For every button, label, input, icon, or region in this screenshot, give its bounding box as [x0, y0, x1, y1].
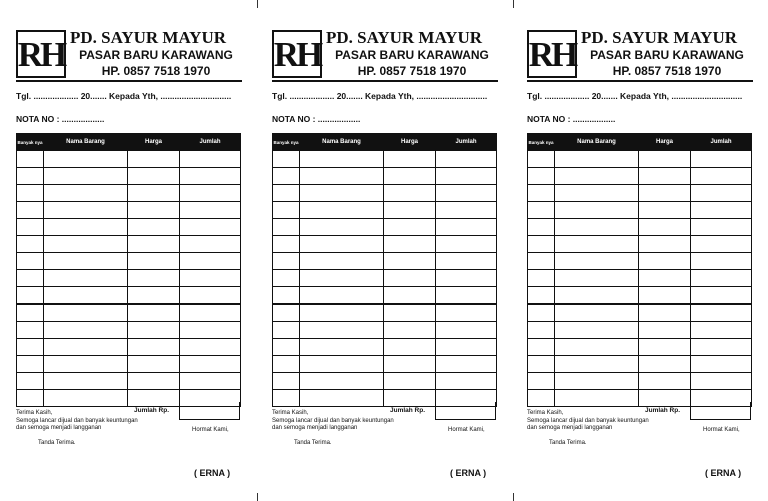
amount-cell[interactable] [180, 322, 241, 339]
table-header-row [273, 134, 497, 151]
item-row[interactable] [17, 373, 241, 390]
logo-text: RH [528, 34, 576, 74]
thanks-line: Semoga lancar dijual dan banyak keuntungan [16, 417, 138, 424]
item-cell[interactable] [300, 373, 384, 390]
item-cell[interactable] [44, 202, 128, 219]
amount-cell[interactable] [436, 287, 497, 305]
amount-cell[interactable] [436, 373, 497, 390]
amount-cell[interactable] [691, 185, 752, 202]
price-cell[interactable] [128, 202, 180, 219]
amount-cell[interactable] [180, 151, 241, 168]
price-cell[interactable] [128, 356, 180, 373]
price-cell[interactable] [639, 236, 691, 253]
date-recipient-line[interactable]: Tgl. ................... 20....... Kepada Yth, .............................. [16, 91, 232, 101]
signer-name: ( ERNA ) [194, 468, 231, 478]
amount-cell[interactable] [180, 356, 241, 373]
item-cell[interactable] [44, 185, 128, 202]
amount-cell[interactable] [691, 219, 752, 236]
item-row[interactable] [273, 287, 497, 305]
col-header-item: Nama Barang [555, 134, 639, 151]
amount-cell[interactable] [180, 168, 241, 185]
total-label: Jumlah Rp. [134, 407, 170, 414]
amount-cell[interactable] [180, 373, 241, 390]
price-cell[interactable] [128, 373, 180, 390]
thanks-line: dan semoga menjadi langganan [272, 425, 358, 431]
shop-logo [527, 30, 577, 78]
regards-label: Hormat Kami, [703, 427, 740, 433]
price-cell[interactable] [128, 168, 180, 185]
item-row[interactable] [528, 339, 752, 356]
item-cell[interactable] [300, 253, 384, 270]
price-cell[interactable] [128, 339, 180, 356]
item-cell[interactable] [555, 151, 639, 168]
items-table [16, 133, 241, 407]
price-cell[interactable] [639, 270, 691, 287]
item-row[interactable] [17, 202, 241, 219]
amount-cell[interactable] [180, 287, 241, 305]
price-cell[interactable] [639, 202, 691, 219]
qty-cell[interactable] [17, 219, 44, 236]
price-cell[interactable] [639, 356, 691, 373]
item-row[interactable] [273, 219, 497, 236]
item-row[interactable] [528, 168, 752, 185]
regards-label: Hormat Kami, [192, 427, 229, 433]
price-cell[interactable] [128, 287, 180, 305]
qty-cell[interactable] [273, 322, 300, 339]
price-cell[interactable] [639, 253, 691, 270]
price-cell[interactable] [384, 270, 436, 287]
qty-cell[interactable] [528, 253, 555, 270]
amount-cell[interactable] [436, 168, 497, 185]
amount-cell[interactable] [436, 219, 497, 236]
cut-mark [257, 493, 258, 501]
price-cell[interactable] [128, 270, 180, 287]
item-row[interactable] [17, 253, 241, 270]
signer-name: ( ERNA ) [705, 468, 742, 478]
item-cell[interactable] [44, 270, 128, 287]
qty-cell[interactable] [17, 339, 44, 356]
price-cell[interactable] [384, 202, 436, 219]
qty-cell[interactable] [17, 373, 44, 390]
item-cell[interactable] [300, 304, 384, 322]
col-header-price: Harga [384, 134, 436, 151]
amount-cell[interactable] [436, 151, 497, 168]
shop-phone: HP. 0857 7518 1970 [357, 64, 467, 78]
item-cell[interactable] [44, 219, 128, 236]
qty-cell[interactable] [528, 236, 555, 253]
amount-cell[interactable] [436, 202, 497, 219]
item-cell[interactable] [555, 168, 639, 185]
thank-you-note [16, 410, 138, 433]
item-cell[interactable] [44, 236, 128, 253]
amount-cell[interactable] [691, 151, 752, 168]
price-cell[interactable] [639, 287, 691, 305]
total-amount-box[interactable] [179, 402, 240, 420]
item-cell[interactable] [555, 304, 639, 322]
amount-cell[interactable] [436, 356, 497, 373]
item-cell[interactable] [300, 168, 384, 185]
qty-cell[interactable] [273, 253, 300, 270]
price-cell[interactable] [128, 322, 180, 339]
item-row[interactable] [528, 270, 752, 287]
items-table [527, 133, 752, 407]
price-cell[interactable] [384, 168, 436, 185]
amount-cell[interactable] [436, 322, 497, 339]
cut-mark [513, 493, 514, 501]
item-row[interactable] [528, 236, 752, 253]
shop-phone: HP. 0857 7518 1970 [101, 64, 211, 78]
item-row[interactable] [273, 270, 497, 287]
date-recipient-line[interactable]: Tgl. ................... 20....... Kepada Yth, .............................. [527, 91, 743, 101]
total-label: Jumlah Rp. [390, 407, 426, 414]
price-cell[interactable] [128, 236, 180, 253]
amount-cell[interactable] [180, 270, 241, 287]
item-row[interactable] [273, 253, 497, 270]
amount-cell[interactable] [691, 373, 752, 390]
item-cell[interactable] [44, 287, 128, 305]
amount-cell[interactable] [691, 287, 752, 305]
header-divider [272, 80, 498, 82]
shop-logo [272, 30, 322, 78]
thank-you-note [527, 410, 649, 433]
item-row[interactable] [273, 373, 497, 390]
item-row[interactable] [273, 168, 497, 185]
table-header-row [528, 134, 752, 151]
item-row[interactable] [528, 287, 752, 305]
item-cell[interactable] [300, 356, 384, 373]
footer [527, 402, 751, 492]
amount-cell[interactable] [180, 304, 241, 322]
receipt-label: Tanda Terima. [549, 440, 587, 446]
shop-name: PD. SAYUR MAYUR [326, 28, 483, 47]
items-body [273, 151, 497, 407]
item-cell[interactable] [44, 168, 128, 185]
item-cell[interactable] [44, 373, 128, 390]
price-cell[interactable] [639, 322, 691, 339]
cut-mark [513, 0, 514, 8]
date-recipient-line[interactable]: Tgl. ................... 20....... Kepada Yth, .............................. [272, 91, 488, 101]
shop-name: PD. SAYUR MAYUR [70, 28, 227, 47]
total-label: Jumlah Rp. [645, 407, 681, 414]
item-cell[interactable] [44, 339, 128, 356]
amount-cell[interactable] [436, 339, 497, 356]
thanks-line: Semoga lancar dijual dan banyak keuntungan [527, 417, 649, 424]
item-cell[interactable] [555, 219, 639, 236]
col-header-total: Jumlah [691, 134, 752, 151]
qty-cell[interactable] [273, 373, 300, 390]
price-cell[interactable] [639, 185, 691, 202]
amount-cell[interactable] [691, 236, 752, 253]
col-header-total: Jumlah [180, 134, 241, 151]
price-cell[interactable] [639, 339, 691, 356]
price-cell[interactable] [384, 236, 436, 253]
qty-cell[interactable] [17, 151, 44, 168]
item-cell[interactable] [44, 253, 128, 270]
item-cell[interactable] [300, 202, 384, 219]
item-row[interactable] [273, 185, 497, 202]
qty-cell[interactable] [273, 202, 300, 219]
item-row[interactable] [17, 151, 241, 168]
qty-cell[interactable] [273, 236, 300, 253]
qty-cell[interactable] [273, 168, 300, 185]
amount-cell[interactable] [691, 356, 752, 373]
amount-cell[interactable] [180, 236, 241, 253]
shop-address: PASAR BARU KARAWANG [79, 48, 233, 62]
receipt-label: Tanda Terima. [294, 440, 332, 446]
qty-cell[interactable] [528, 270, 555, 287]
qty-cell[interactable] [17, 168, 44, 185]
item-cell[interactable] [555, 373, 639, 390]
item-row[interactable] [273, 339, 497, 356]
header [527, 28, 753, 80]
qty-cell[interactable] [17, 304, 44, 322]
footer [272, 402, 496, 492]
qty-cell[interactable] [17, 253, 44, 270]
price-cell[interactable] [384, 253, 436, 270]
item-row[interactable] [528, 322, 752, 339]
item-cell[interactable] [555, 236, 639, 253]
qty-cell[interactable] [273, 185, 300, 202]
shop-phone: HP. 0857 7518 1970 [612, 64, 722, 78]
shop-address: PASAR BARU KARAWANG [335, 48, 489, 62]
price-cell[interactable] [384, 339, 436, 356]
col-header-item: Nama Barang [300, 134, 384, 151]
price-cell[interactable] [384, 151, 436, 168]
qty-cell[interactable] [528, 219, 555, 236]
thanks-line: dan semoga menjadi langganan [16, 425, 102, 431]
amount-cell[interactable] [691, 202, 752, 219]
item-cell[interactable] [300, 322, 384, 339]
item-row[interactable] [528, 202, 752, 219]
shop-name: PD. SAYUR MAYUR [581, 28, 738, 47]
nota-form [272, 0, 498, 501]
col-header-price: Harga [128, 134, 180, 151]
item-row[interactable] [17, 339, 241, 356]
header [16, 28, 242, 80]
amount-cell[interactable] [691, 322, 752, 339]
thanks-line: Semoga lancar dijual dan banyak keuntungan [272, 417, 394, 424]
item-cell[interactable] [300, 270, 384, 287]
header-divider [527, 80, 753, 82]
item-cell[interactable] [300, 151, 384, 168]
amount-cell[interactable] [691, 270, 752, 287]
thanks-line: dan semoga menjadi langganan [527, 425, 613, 431]
logo-text: RH [17, 34, 65, 74]
qty-cell[interactable] [528, 168, 555, 185]
price-cell[interactable] [639, 373, 691, 390]
qty-cell[interactable] [273, 270, 300, 287]
item-row[interactable] [17, 287, 241, 305]
thanks-line: Terima Kasih, [527, 410, 564, 416]
items-table [272, 133, 497, 407]
cut-mark [257, 0, 258, 8]
footer [16, 402, 240, 492]
header-divider [16, 80, 242, 82]
amount-cell[interactable] [436, 185, 497, 202]
receipt-label: Tanda Terima. [38, 440, 76, 446]
item-cell[interactable] [555, 185, 639, 202]
amount-cell[interactable] [691, 339, 752, 356]
item-cell[interactable] [300, 185, 384, 202]
amount-cell[interactable] [180, 339, 241, 356]
table-header-row [17, 134, 241, 151]
qty-cell[interactable] [528, 373, 555, 390]
price-cell[interactable] [384, 356, 436, 373]
item-row[interactable] [17, 185, 241, 202]
qty-cell[interactable] [17, 185, 44, 202]
item-row[interactable] [273, 236, 497, 253]
col-header-price: Harga [639, 134, 691, 151]
price-cell[interactable] [639, 219, 691, 236]
nota-number[interactable]: NOTA NO : .................. [272, 114, 361, 124]
item-cell[interactable] [555, 202, 639, 219]
price-cell[interactable] [128, 253, 180, 270]
amount-cell[interactable] [436, 253, 497, 270]
qty-cell[interactable] [17, 287, 44, 305]
item-row[interactable] [273, 322, 497, 339]
qty-cell[interactable] [17, 270, 44, 287]
amount-cell[interactable] [691, 253, 752, 270]
amount-cell[interactable] [691, 304, 752, 322]
nota-form [16, 0, 242, 501]
qty-cell[interactable] [528, 287, 555, 305]
item-cell[interactable] [44, 304, 128, 322]
amount-cell[interactable] [436, 304, 497, 322]
item-row[interactable] [17, 304, 241, 322]
col-header-item: Nama Barang [44, 134, 128, 151]
amount-cell[interactable] [436, 270, 497, 287]
item-row[interactable] [17, 236, 241, 253]
thank-you-note [272, 410, 394, 433]
item-cell[interactable] [555, 270, 639, 287]
item-cell[interactable] [44, 322, 128, 339]
thanks-line: Terima Kasih, [272, 410, 309, 416]
total-amount-box[interactable] [690, 402, 751, 420]
qty-cell[interactable] [528, 356, 555, 373]
item-row[interactable] [17, 168, 241, 185]
item-cell[interactable] [555, 253, 639, 270]
item-cell[interactable] [555, 339, 639, 356]
item-cell[interactable] [555, 287, 639, 305]
item-cell[interactable] [300, 339, 384, 356]
nota-number[interactable]: NOTA NO : .................. [16, 114, 105, 124]
col-header-qty: Banyak nya [17, 134, 44, 151]
shop-address: PASAR BARU KARAWANG [590, 48, 744, 62]
price-cell[interactable] [384, 287, 436, 305]
price-cell[interactable] [128, 185, 180, 202]
qty-cell[interactable] [17, 356, 44, 373]
price-cell[interactable] [384, 185, 436, 202]
col-header-qty: Banyak nya [273, 134, 300, 151]
item-cell[interactable] [44, 356, 128, 373]
nota-form [527, 0, 753, 501]
item-row[interactable] [273, 151, 497, 168]
qty-cell[interactable] [273, 339, 300, 356]
logo-text: RH [273, 34, 321, 74]
item-cell[interactable] [300, 287, 384, 305]
item-row[interactable] [273, 202, 497, 219]
item-row[interactable] [528, 219, 752, 236]
nota-number[interactable]: NOTA NO : .................. [527, 114, 616, 124]
price-cell[interactable] [128, 304, 180, 322]
qty-cell[interactable] [17, 202, 44, 219]
item-row[interactable] [17, 356, 241, 373]
price-cell[interactable] [384, 373, 436, 390]
items-body [17, 151, 241, 407]
item-row[interactable] [528, 151, 752, 168]
qty-cell[interactable] [528, 202, 555, 219]
item-cell[interactable] [555, 322, 639, 339]
item-row[interactable] [17, 219, 241, 236]
item-row[interactable] [273, 356, 497, 373]
item-row[interactable] [528, 185, 752, 202]
qty-cell[interactable] [273, 304, 300, 322]
price-cell[interactable] [639, 304, 691, 322]
qty-cell[interactable] [528, 322, 555, 339]
shop-logo [16, 30, 66, 78]
items-body [528, 151, 752, 407]
price-cell[interactable] [128, 151, 180, 168]
price-cell[interactable] [384, 322, 436, 339]
price-cell[interactable] [384, 219, 436, 236]
amount-cell[interactable] [180, 202, 241, 219]
qty-cell[interactable] [273, 151, 300, 168]
qty-cell[interactable] [273, 356, 300, 373]
amount-cell[interactable] [180, 185, 241, 202]
header [272, 28, 498, 80]
qty-cell[interactable] [528, 151, 555, 168]
price-cell[interactable] [128, 219, 180, 236]
item-row[interactable] [528, 356, 752, 373]
item-row[interactable] [528, 373, 752, 390]
item-cell[interactable] [555, 356, 639, 373]
price-cell[interactable] [384, 304, 436, 322]
qty-cell[interactable] [528, 304, 555, 322]
qty-cell[interactable] [17, 322, 44, 339]
amount-cell[interactable] [436, 236, 497, 253]
item-cell[interactable] [300, 236, 384, 253]
qty-cell[interactable] [273, 287, 300, 305]
col-header-qty: Banyak nya [528, 134, 555, 151]
item-row[interactable] [528, 253, 752, 270]
item-cell[interactable] [44, 151, 128, 168]
col-header-total: Jumlah [436, 134, 497, 151]
qty-cell[interactable] [528, 185, 555, 202]
item-row[interactable] [273, 304, 497, 322]
thanks-line: Terima Kasih, [16, 410, 53, 416]
qty-cell[interactable] [17, 236, 44, 253]
item-cell[interactable] [300, 219, 384, 236]
signer-name: ( ERNA ) [450, 468, 487, 478]
total-amount-box[interactable] [435, 402, 496, 420]
qty-cell[interactable] [273, 219, 300, 236]
amount-cell[interactable] [180, 219, 241, 236]
qty-cell[interactable] [528, 339, 555, 356]
regards-label: Hormat Kami, [448, 427, 485, 433]
amount-cell[interactable] [691, 168, 752, 185]
price-cell[interactable] [639, 151, 691, 168]
amount-cell[interactable] [180, 253, 241, 270]
item-row[interactable] [528, 304, 752, 322]
item-row[interactable] [17, 322, 241, 339]
item-row[interactable] [17, 270, 241, 287]
price-cell[interactable] [639, 168, 691, 185]
